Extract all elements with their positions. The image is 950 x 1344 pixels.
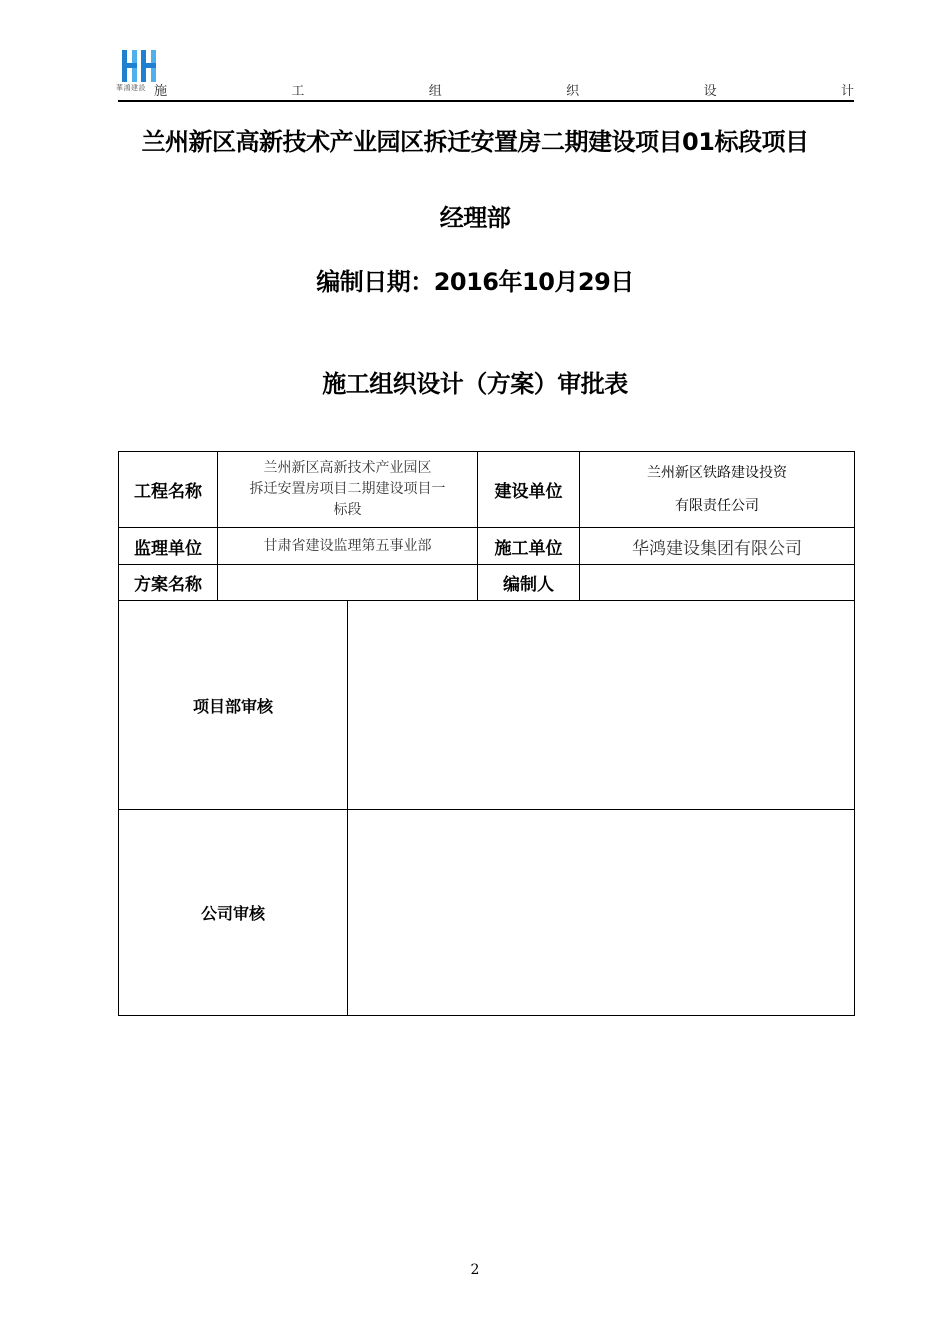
company-review-value (348, 810, 855, 1016)
client-value (580, 452, 855, 528)
client-line: 兰州新区铁路建设投资 (647, 464, 787, 481)
page-header (118, 42, 854, 102)
plan-name-label: 方案名称 (119, 565, 218, 601)
project-name-line: 标段 (333, 502, 362, 518)
document-title-line1: 兰州新区高新技术产业园区拆迁安置房二期建设项目01标段项目 (141, 128, 809, 156)
header-char: 施 (154, 84, 168, 99)
plan-name-value (218, 565, 478, 601)
table-row (119, 452, 855, 528)
project-review-label: 项目部审核 (119, 601, 348, 810)
table-row (119, 810, 855, 1016)
logo-caption: 華鴻建設 (116, 84, 146, 92)
header-char: 计 (840, 84, 854, 99)
project-name-line: 兰州新区高新技术产业园区 (263, 460, 432, 476)
contractor-value: 华鸿建设集团有限公司 (580, 528, 855, 565)
company-review-label: 公司审核 (119, 810, 348, 1016)
header-char: 织 (566, 84, 580, 99)
project-name-line: 拆迁安置房项目二期建设项目一 (249, 481, 446, 497)
header-char: 设 (703, 84, 717, 99)
client-label: 建设单位 (478, 452, 580, 528)
supervisor-value: 甘肃省建设监理第五事业部 (218, 528, 478, 565)
header-title (154, 80, 854, 99)
header-char: 组 (428, 84, 442, 99)
table-row (119, 601, 855, 810)
header-char: 工 (291, 84, 305, 99)
compiler-label: 编制人 (478, 565, 580, 601)
table-row (119, 528, 855, 565)
compiler-value (580, 565, 855, 601)
project-review-value (348, 601, 855, 810)
client-line: 有限责任公司 (675, 497, 759, 514)
compile-date: 编制日期：2016年10月29日 (316, 268, 634, 296)
form-title: 施工组织设计（方案）审批表 (322, 370, 628, 398)
project-name-value (218, 452, 478, 528)
table-row (119, 565, 855, 601)
contractor-label: 施工单位 (478, 528, 580, 565)
document-title-line2: 经理部 (439, 204, 511, 232)
approval-form-table (118, 451, 855, 1016)
project-name-label: 工程名称 (119, 452, 218, 528)
supervisor-label: 监理单位 (119, 528, 218, 565)
page-number: 2 (470, 1262, 480, 1278)
